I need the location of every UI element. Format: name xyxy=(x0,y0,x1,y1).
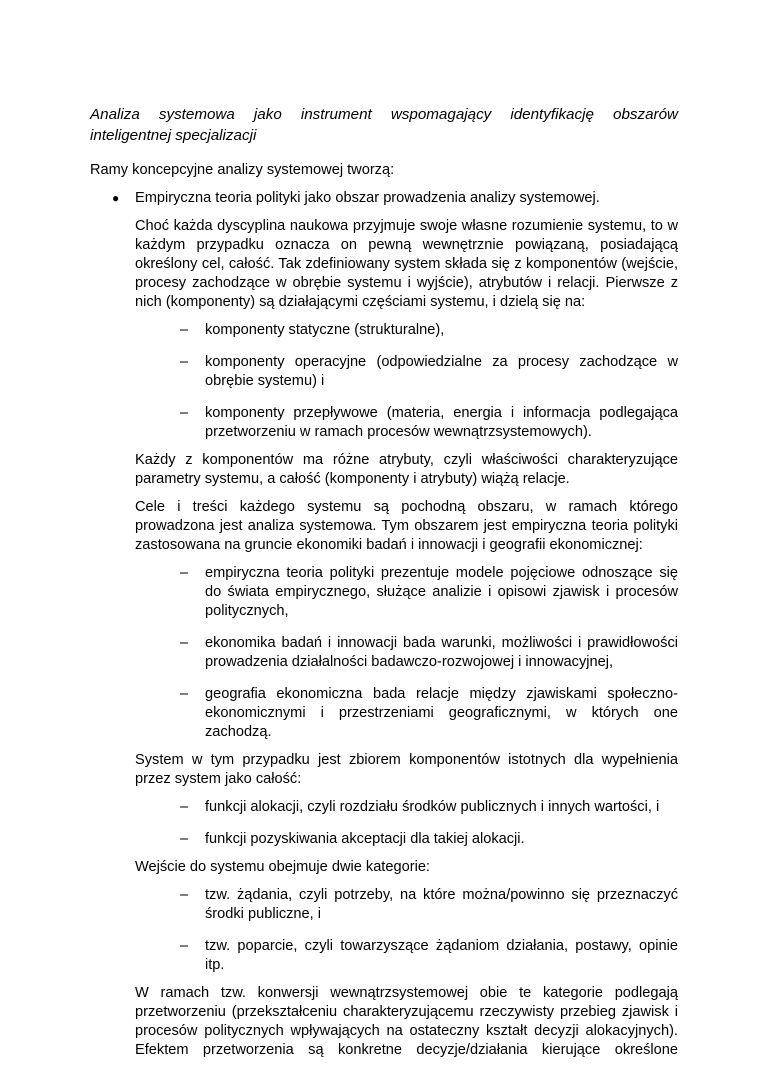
dash-marker: – xyxy=(180,887,189,903)
list-item-area xyxy=(135,685,678,742)
list-item-text: komponenty statyczne (strukturalne), xyxy=(205,322,445,338)
list-item-component xyxy=(135,321,678,340)
document-body xyxy=(90,161,678,1069)
paragraph-attributes: Każdy z komponentów ma różne atrybuty, czyli właściwości charakteryzujące parametry systemu, a całość (komponenty i atrybuty) wiążą relacje. xyxy=(135,452,678,487)
indented-section xyxy=(90,217,678,1060)
dash-marker: – xyxy=(180,322,189,338)
paragraph-system-definition: Choć każda dyscyplina naukowa przyjmuje swoje własne rozumienie systemu, to w każdym przypadku oznacza on pewną wewnętrznie powiązaną, posiadającą określony cel, całość. Tak zdefiniowany system składa się z komponentów (wejście, procesy zachodzące w obrębie systemu i wyjście), atrybutów i relacji. Pierwsze z nich (komponenty) są działającymi częściami systemu, i dzielą się na: xyxy=(135,218,678,310)
list-item-text: geografia ekonomiczna bada relacje między zjawiskami społeczno-ekonomicznymi i przestrzeniami geograficznymi, w których one zachodzą. xyxy=(205,686,678,740)
bullet-item xyxy=(90,189,678,208)
dash-marker: – xyxy=(180,635,189,651)
list-item-text: komponenty przepływowe (materia, energia i informacja podlegająca przetworzeniu w ramach procesów wewnątrzsystemowych). xyxy=(205,405,678,440)
paragraph-system-set: System w tym przypadku jest zbiorem komponentów istotnych dla wypełnienia przez system jako całość: xyxy=(135,752,678,787)
list-item-function xyxy=(135,830,678,849)
dash-marker: – xyxy=(180,799,189,815)
paragraph-goals: Cele i treści każdego systemu są pochodną obszaru, w ramach którego prowadzona jest analiza systemowa. Tym obszarem jest empiryczna teoria polityki zastosowana na gruncie ekonomiki badań i innowacji i geografii ekonomicznej: xyxy=(135,499,678,553)
title-line-1: Analiza systemowa jako instrument wspomagający identyfikację obszarów xyxy=(90,106,678,123)
list-item-text: ekonomika badań i innowacji bada warunki, możliwości i prawidłowości prowadzenia działalności badawczo-rozwojowej i innowacyjnej, xyxy=(205,635,678,670)
list-item-area xyxy=(135,634,678,672)
bullet-text: Empiryczna teoria polityki jako obszar prowadzenia analizy systemowej. xyxy=(135,190,600,206)
list-item-text: funkcji alokacji, czyli rozdziału środków publicznych i innych wartości, i xyxy=(205,799,660,815)
bullet-marker: ● xyxy=(112,191,120,205)
list-item-function xyxy=(135,798,678,817)
list-item-text: komponenty operacyjne (odpowiedzialne za procesy zachodzące w obrębie systemu) i xyxy=(205,354,678,389)
list-item-component xyxy=(135,404,678,442)
dash-marker: – xyxy=(180,938,189,954)
list-item-input xyxy=(135,937,678,975)
dash-marker: – xyxy=(180,405,189,421)
dash-marker: – xyxy=(180,686,189,702)
dash-marker: – xyxy=(180,565,189,581)
dash-marker: – xyxy=(180,354,189,370)
list-item-component xyxy=(135,353,678,391)
list-item-text: funkcji pozyskiwania akceptacji dla takiej alokacji. xyxy=(205,831,525,847)
paragraph-conversion: W ramach tzw. konwersji wewnątrzsystemowej obie te kategorie podlegają przetworzeniu (przekształceniu charakteryzującemu rzeczywisty przebieg zjawisk i procesów politycznych wpływających na ostateczny kształt decyzji alokacyjnych). Efektem przetworzenia są konkretne decyzje/działania kierujące określone xyxy=(135,985,678,1058)
list-item-text: tzw. żądania, czyli potrzeby, na które można/powinno się przeznaczyć środki publiczne, i xyxy=(205,887,678,922)
paragraph-input: Wejście do systemu obejmuje dwie kategorie: xyxy=(135,859,430,875)
list-item-area xyxy=(135,564,678,621)
list-item-text: empiryczna teoria polityki prezentuje modele pojęciowe odnoszące się do świata empirycznego, służące analizie i opisowi zjawisk i procesów politycznych, xyxy=(205,565,678,619)
list-item-text: tzw. poparcie, czyli towarzyszące żądaniom działania, postawy, opinie itp. xyxy=(205,938,678,973)
list-item-input xyxy=(135,886,678,924)
title-line-2: inteligentnej specjalizacji xyxy=(90,127,257,144)
intro-paragraph: Ramy koncepcyjne analizy systemowej tworzą: xyxy=(90,162,395,178)
document-title xyxy=(90,104,678,146)
dash-marker: – xyxy=(180,831,189,847)
